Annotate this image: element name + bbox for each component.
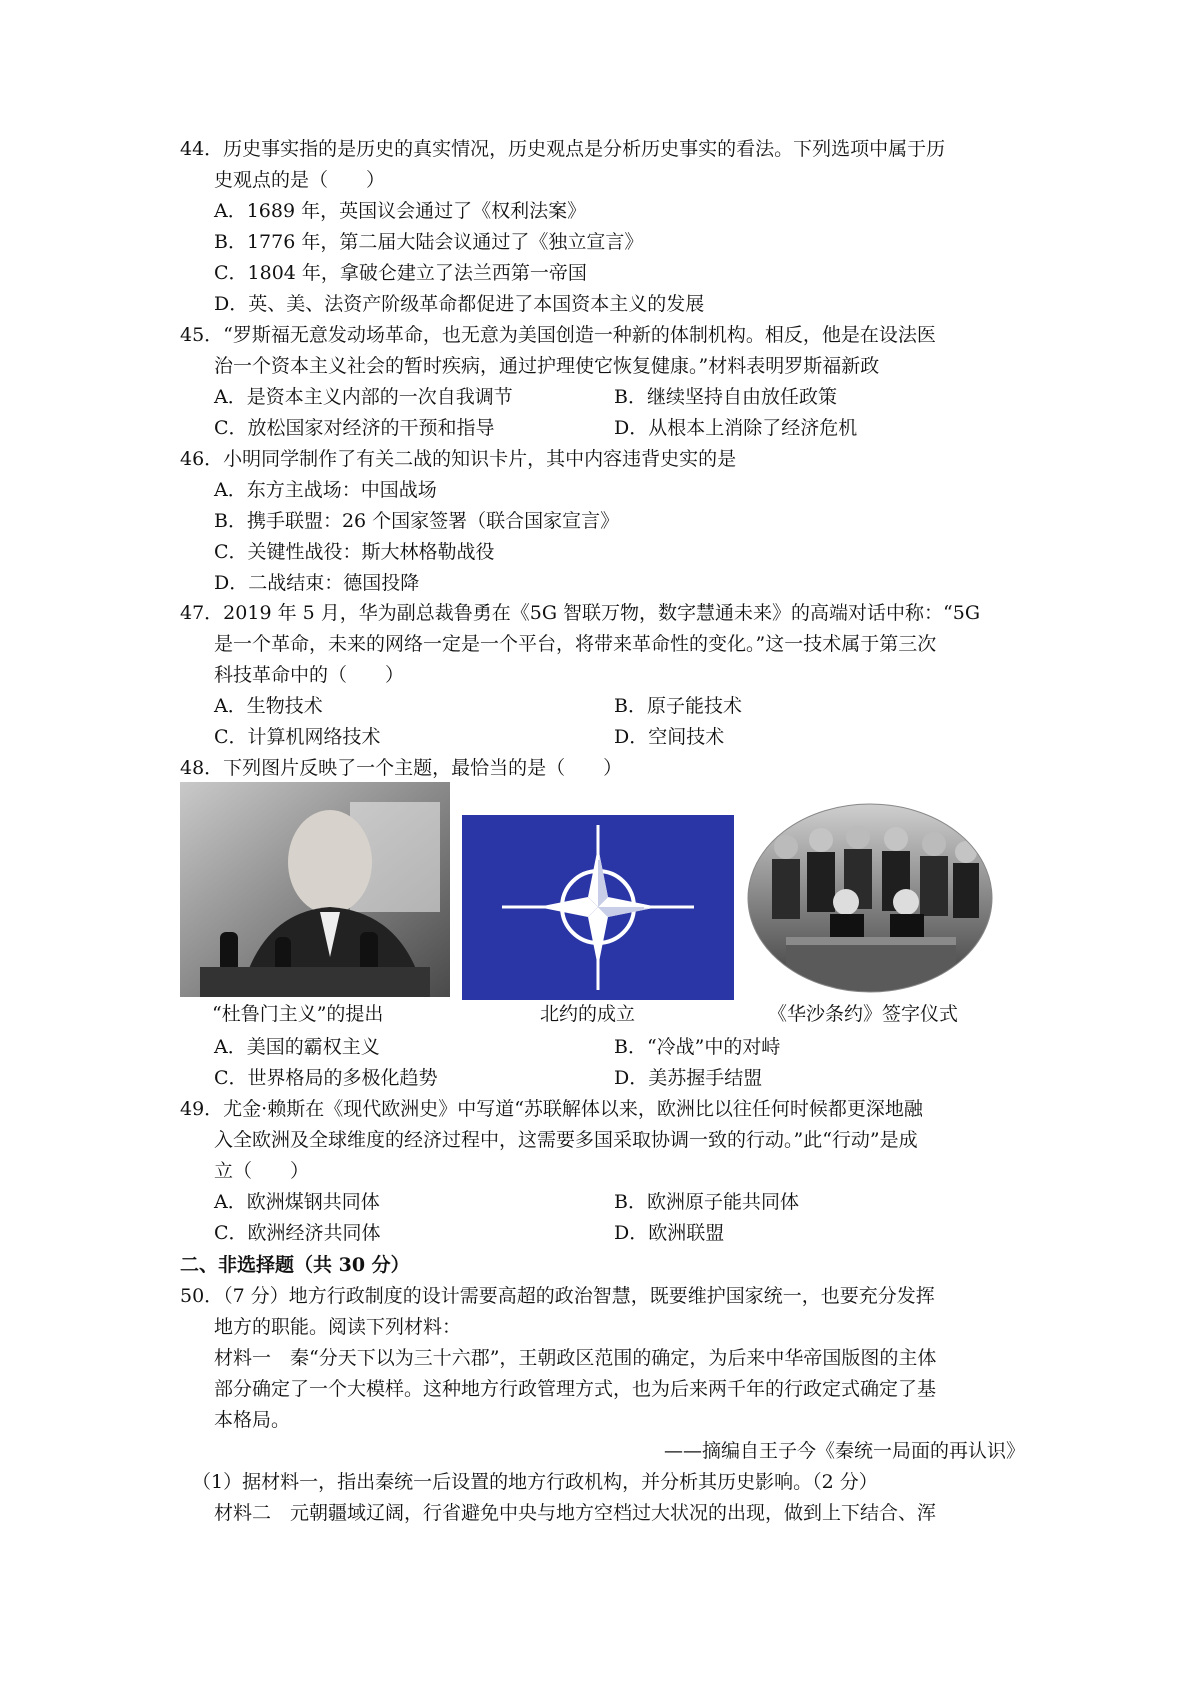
q44-option-b: B．1776 年，第二届大陆会议通过了《独立宣言》 — [214, 231, 644, 253]
q47-stem-line2: 是一个革命，未来的网络一定是一个平台，将带来革命性的变化。”这一技术属于第三次 — [214, 633, 937, 655]
question-48-options — [180, 1032, 1025, 1094]
question-48-stem — [180, 753, 1025, 784]
q47-stem-line3: 科技革命中的（ ） — [214, 664, 405, 686]
question-47 — [180, 598, 1025, 753]
q45-option-a: A．是资本主义内部的一次自我调节 — [214, 386, 513, 408]
q44-option-a: A．1689 年，英国议会通过了《权利法案》 — [214, 200, 587, 222]
q50-material1-source: ——摘编自王子今《秦统一局面的再认识》 — [663, 1440, 1025, 1462]
q50-subquestion-1: （1）据材料一，指出秦统一后设置的地方行政机构，并分析其历史影响。（2 分） — [192, 1471, 878, 1493]
q50-material1-line3: 本格局。 — [214, 1409, 291, 1431]
q50-stem-line2: 地方的职能。阅读下列材料： — [214, 1316, 462, 1338]
q47-option-c: C．计算机网络技术 — [214, 726, 381, 748]
q45-options-row1 — [180, 382, 1025, 413]
q45-option-b: B．继续坚持自由放任政策 — [614, 386, 837, 408]
q48-option-b: B．“冷战”中的对峙 — [614, 1036, 781, 1058]
q47-option-d: D．空间技术 — [614, 726, 725, 748]
q45-option-c: C．放松国家对经济的干预和指导 — [214, 417, 495, 439]
q49-options-row2 — [180, 1218, 1025, 1249]
q46-option-c: C．关键性战役：斯大林格勒战役 — [214, 541, 495, 563]
q48-options-row1 — [180, 1032, 1025, 1063]
q48-stem-line1: 48．下列图片反映了一个主题，最恰当的是（ ） — [180, 757, 623, 779]
q49-option-a: A．欧洲煤钢共同体 — [214, 1191, 380, 1213]
q48-option-a: A．美国的霸权主义 — [214, 1036, 380, 1058]
q46-option-b: B．携手联盟：26 个国家签署（联合国家宣言》 — [214, 510, 620, 532]
q44-option-d: D．英、美、法资产阶级革命都促进了本国资本主义的发展 — [214, 293, 705, 315]
question-45 — [180, 320, 1025, 444]
q44-stem-line1: 44．历史事实指的是历史的真实情况，历史观点是分析历史事实的看法。下列选项中属于历 — [180, 138, 946, 160]
q45-options-row2 — [180, 413, 1025, 444]
q44-stem-line2: 史观点的是（ ） — [214, 169, 386, 191]
q49-option-d: D．欧洲联盟 — [614, 1222, 725, 1244]
q49-stem-line2: 入全欧洲及全球维度的经济过程中，这需要多国采取协调一致的行动。”此“行动”是成 — [214, 1129, 918, 1151]
caption-warsaw-pact: 《华沙条约》签字仪式 — [768, 1003, 959, 1025]
question-46 — [180, 444, 1025, 599]
warsaw-pact-signing-photo — [746, 802, 994, 994]
q50-stem-line1: 50．（7 分）地方行政制度的设计需要高超的政治智慧，既要维护国家统一，也要充分发挥 — [180, 1285, 935, 1307]
q47-stem-line1: 47．2019 年 5 月，华为副总裁鲁勇在《5G 智联万物，数字慧通未来》的高端对话中称：“5G — [180, 602, 981, 624]
q50-material2-line1: 材料二 元朝疆域辽阔，行省避免中央与地方空档过大状况的出现，做到上下结合、浑 — [214, 1502, 937, 1524]
caption-truman-doctrine: “杜鲁门主义”的提出 — [212, 1003, 384, 1025]
q46-option-a: A．东方主战场：中国战场 — [214, 479, 437, 501]
q49-stem-line1: 49．尤金·赖斯在《现代欧洲史》中写道“苏联解体以来，欧洲比以往任何时候都更深地融 — [180, 1098, 923, 1120]
q47-option-a: A．生物技术 — [214, 695, 323, 717]
q49-options-row1 — [180, 1187, 1025, 1218]
question-44 — [180, 134, 1025, 320]
q47-options-row1 — [180, 691, 1025, 722]
q49-option-c: C．欧洲经济共同体 — [214, 1222, 381, 1244]
question-49 — [180, 1094, 1025, 1249]
q47-option-b: B．原子能技术 — [614, 695, 742, 717]
q45-stem-line2: 治一个资本主义社会的暂时疾病，通过护理使它恢复健康。”材料表明罗斯福新政 — [214, 355, 880, 377]
q50-material1-line2: 部分确定了一个大模样。这种地方行政管理方式，也为后来两千年的行政定式确定了基 — [214, 1378, 937, 1400]
q47-options-row2 — [180, 722, 1025, 753]
q49-option-b: B．欧洲原子能共同体 — [614, 1191, 799, 1213]
truman-speech-photo — [180, 782, 450, 997]
q48-option-d: D．美苏握手结盟 — [614, 1067, 763, 1089]
caption-nato: 北约的成立 — [540, 1003, 636, 1025]
question-50 — [180, 1281, 1025, 1529]
q48-options-row2 — [180, 1063, 1025, 1094]
q46-option-d: D．二战结束：德国投降 — [214, 572, 420, 594]
q48-option-c: C．世界格局的多极化趋势 — [214, 1067, 438, 1089]
q46-stem-line1: 46．小明同学制作了有关二战的知识卡片，其中内容违背史实的是 — [180, 448, 737, 470]
q49-stem-line3: 立（ ） — [214, 1160, 310, 1182]
q50-material1-line1: 材料一 秦“分天下以为三十六郡”，王朝政区范围的确定，为后来中华帝国版图的主体 — [214, 1347, 937, 1369]
q45-option-d: D．从根本上消除了经济危机 — [614, 417, 858, 439]
nato-flag — [462, 815, 734, 1000]
q45-stem-line1: 45．“罗斯福无意发动场革命，也无意为美国创造一种新的体制机构。相反，他是在设法医 — [180, 324, 936, 346]
q44-option-c: C．1804 年，拿破仑建立了法兰西第一帝国 — [214, 262, 587, 284]
section-2-heading: 二、非选择题（共 30 分） — [180, 1254, 410, 1276]
